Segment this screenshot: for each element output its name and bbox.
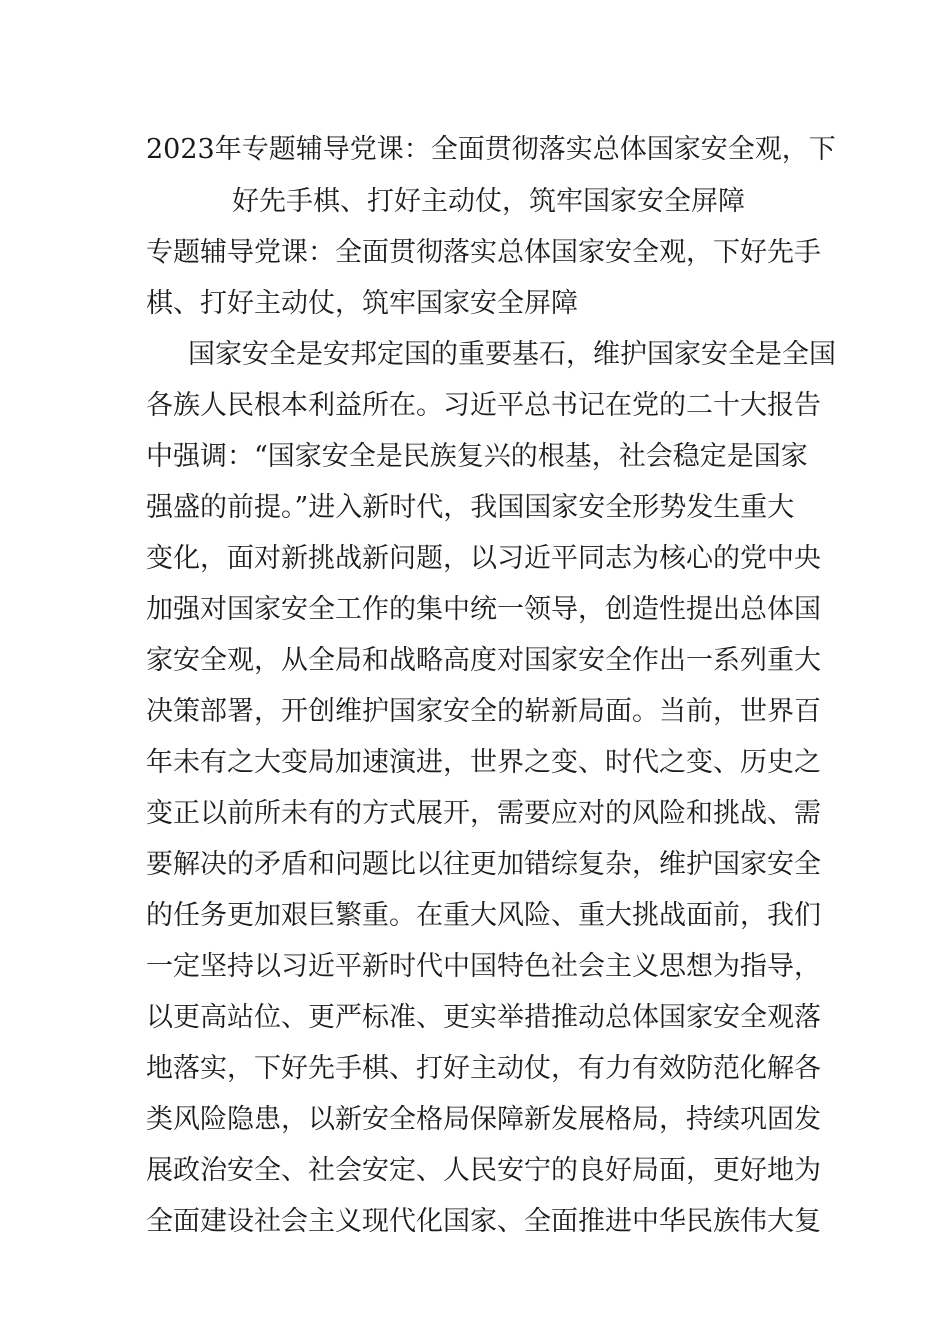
document-subtitle-line-1: 专题辅导党课：全面贯彻落实总体国家安全观，下好先手	[146, 237, 821, 268]
body-line-9: 年未有之大变局加速演进，世界之变、时代之变、历史之	[146, 747, 821, 778]
body-line-10: 变正以前所未有的方式展开，需要应对的风险和挑战、需	[146, 798, 821, 829]
document-subtitle-line-2: 棋、打好主动仗，筑牢国家安全屏障	[146, 288, 578, 319]
body-line-17: 展政治安全、社会安定、人民安宁的良好局面，更好地为	[146, 1155, 821, 1186]
body-line-15: 地落实，下好先手棋、打好主动仗，有力有效防范化解各	[146, 1053, 821, 1084]
body-line-13: 一定坚持以习近平新时代中国特色社会主义思想为指导，	[146, 951, 821, 982]
body-line-4: 强盛的前提。”进入新时代，我国国家安全形势发生重大	[146, 492, 795, 523]
body-line-2: 各族人民根本利益所在。习近平总书记在党的二十大报告	[146, 390, 821, 421]
body-line-12: 的任务更加艰巨繁重。在重大风险、重大挑战面前，我们	[146, 900, 821, 931]
body-line-16: 类风险隐患，以新安全格局保障新发展格局，持续巩固发	[146, 1104, 821, 1135]
body-line-6: 加强对国家安全工作的集中统一领导，创造性提出总体国	[146, 594, 821, 625]
body-line-1: 国家安全是安邦定国的重要基石，维护国家安全是全国	[188, 339, 836, 370]
body-line-3: 中强调：“国家安全是民族复兴的根基，社会稳定是国家	[146, 441, 808, 472]
body-line-5: 变化，面对新挑战新问题，以习近平同志为核心的党中央	[146, 543, 821, 574]
body-line-11: 要解决的矛盾和问题比以往更加错综复杂，维护国家安全	[146, 849, 821, 880]
body-line-7: 家安全观，从全局和战略高度对国家安全作出一系列重大	[146, 645, 821, 676]
document-title-line-1: 2023年专题辅导党课：全面贯彻落实总体国家安全观，下	[146, 134, 836, 165]
document-title-line-2: 好先手棋、打好主动仗，筑牢国家安全屏障	[232, 186, 745, 217]
body-line-14: 以更高站位、更严标准、更实举措推动总体国家安全观落	[146, 1002, 821, 1033]
body-line-18: 全面建设社会主义现代化国家、全面推进中华民族伟大复	[146, 1206, 821, 1237]
body-line-8: 决策部署，开创维护国家安全的崭新局面。当前，世界百	[146, 696, 821, 727]
